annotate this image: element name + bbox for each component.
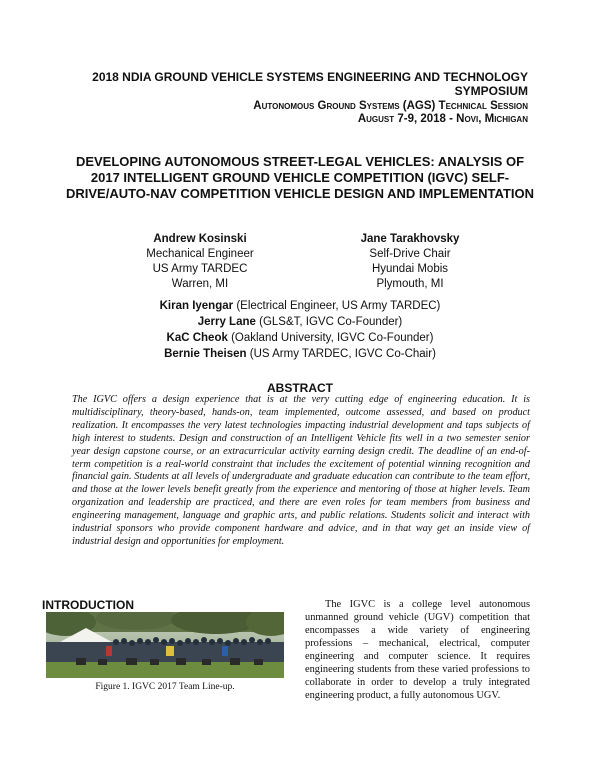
coauthor-line (100, 330, 500, 346)
author-location: Plymouth, MI (376, 278, 444, 290)
coauthor-name: Bernie Theisen (164, 348, 247, 360)
author-org: US Army TARDEC (152, 263, 248, 275)
coauthor-name: KaC Cheok (166, 332, 228, 344)
abstract-heading: ABSTRACT (267, 381, 333, 395)
author-name: Jane Tarakhovsky (360, 233, 460, 245)
author-role: Mechanical Engineer (146, 248, 254, 260)
author-role: Self-Drive Chair (369, 248, 451, 260)
coauthor-affiliation: (Oakland University, IGVC Co-Founder) (231, 332, 434, 344)
author-name: Andrew Kosinski (153, 233, 247, 245)
coauthor-line (100, 346, 500, 362)
coauthor-line (100, 298, 500, 314)
session-name: Autonomous Ground Systems (AGS) Technical Session (253, 100, 528, 112)
introduction-heading: INTRODUCTION (42, 598, 134, 612)
abstract-text: The IGVC offers a design experience that is at the very cutting edge of engineering education. It is multidisciplinary, theory-based, hands-on, team implemented, outcome assessed, and based on product realization. It encompasses the very latest technologies impacting industrial development and taps subjects of high interest to students. Design and construction of an Intelligent Vehicle fits well in a two semester senior year design capstone course, or an extracurricular activity earning design credit. The deadline of an end-of-term competition is a real-world constraint that includes the excitement of potential winning recognition and financial gain. Students at all levels of undergraduate and graduate education can contribute to the team effort, and those at the lower levels benefit greatly from the experience and mentoring of those at higher levels. Team organization and leadership are practiced, and there are even roles for team members from business and engineering management, language and graphic arts, and public relations. Students solicit and interact with industrial sponsors who provide component hardware and advice, and in that way get an inside view of industrial design and opportunities for employment. (72, 394, 530, 547)
coauthor-affiliation: (US Army TARDEC, IGVC Co-Chair) (249, 348, 436, 360)
author-block-1 (115, 232, 285, 292)
team-lineup-photo (46, 612, 284, 678)
introduction-text: The IGVC is a college level autonomous unmanned ground vehicle (UGV) competition that encompasses a wide variety of engineering professions – mechanical, electrical, computer engineering and computer science. It requires engineering students from these varied professions to collaborate in order to develop a truly integrated engineering product, a fully autonomous UGV. (305, 599, 530, 701)
coauthor-name: Jerry Lane (197, 316, 256, 328)
symposium-title: 2018 NDIA GROUND VEHICLE SYSTEMS ENGINEERING AND TECHNOLOGY SYMPOSIUM (92, 70, 528, 98)
paper-title: DEVELOPING AUTONOMOUS STREET-LEGAL VEHICLES: ANALYSIS OF 2017 INTELLIGENT GROUND VEHICLE COMPETITION (IGVC) SELF-DRIVE/AUTO-NAV COMPETITION VEHICLE DESIGN AND IMPLEMENTATION (65, 154, 534, 201)
coauthor-affiliation: (GLS&T, IGVC Co-Founder) (259, 316, 403, 328)
coauthor-list (100, 298, 500, 362)
figure-caption: Figure 1. IGVC 2017 Team Line-up. (95, 682, 235, 692)
coauthor-name: Kiran Iyengar (159, 300, 234, 312)
author-org: Hyundai Mobis (371, 263, 449, 275)
event-date-location: August 7-9, 2018 - Novi, Michigan (357, 113, 528, 125)
coauthor-affiliation: (Electrical Engineer, US Army TARDEC) (236, 300, 441, 312)
author-location: Warren, MI (171, 278, 229, 290)
coauthor-line (100, 314, 500, 330)
author-block-2 (325, 232, 495, 292)
